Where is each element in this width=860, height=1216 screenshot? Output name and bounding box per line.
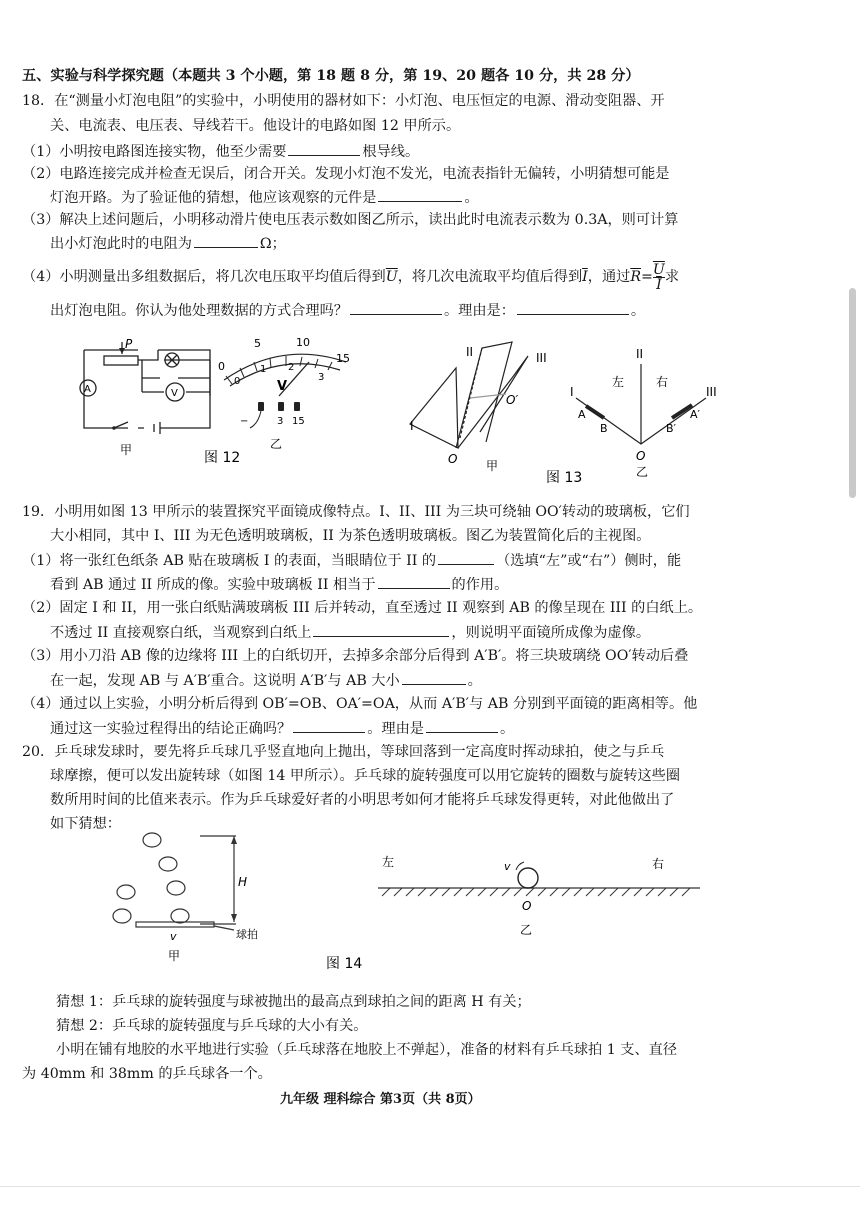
- q19-part2-blank[interactable]: [313, 622, 449, 637]
- page-bottom-divider: [0, 1186, 860, 1187]
- section-title: 五、实验与科学探究题（本题共 3 个小题，第 18 题 8 分，第 19、20 题各 10 分，共 28 分）: [22, 68, 640, 84]
- fig12-terminal-15: 15: [292, 416, 305, 427]
- q20-intro-line3: 数所用时间的比值来表示。作为乒乓球爱好者的小明思考如何才能将乒乓球发得更转，对此他做出了: [50, 792, 675, 808]
- q18-part2-line2: [50, 187, 479, 208]
- q18-part2-tail: 。: [464, 190, 479, 206]
- fraction-numerator: $\overline{U}$: [652, 261, 665, 278]
- q18-part4-line1: [22, 260, 679, 294]
- q18-part4-tail: 。: [630, 303, 646, 319]
- fig13-label-jia: 甲: [486, 459, 499, 473]
- fig13-jia-O2: O′: [506, 393, 519, 407]
- q18-part1-blank[interactable]: [288, 141, 360, 156]
- fig12-scale-bottom-3: 3: [318, 372, 325, 383]
- q18-part4-blank2[interactable]: [517, 300, 629, 315]
- fig12-scale-bottom-0: 0: [234, 376, 241, 387]
- q20-intro-line4: 如下猜想：: [50, 816, 121, 832]
- q18-part4-eq: =: [641, 269, 653, 285]
- q18-part4-text3: ，通过: [587, 269, 631, 285]
- q19-part1-blank2[interactable]: [378, 574, 450, 589]
- q20-intro-line1: 20．乒乓球发球时，要先将乒乓球几乎竖直地向上抛出，等球回落到一定高度时挥动球拍，使之与乒乓: [22, 744, 665, 760]
- q18-part4-u-bar: $\overline{U}$: [385, 269, 398, 285]
- q19-part2-line1: （2）固定 I 和 II，用一张白纸贴满玻璃板 III 后并转动，直至透过 II 观察到 AB 的像呈现在 III 的白纸上。: [22, 600, 703, 616]
- fig13-jia-O: O: [448, 452, 458, 466]
- q19-intro-line2: 大小相同，其中 I、III 为无色透明玻璃板，II 为茶色透明玻璃板。图乙为装置简化后的主视图。: [50, 528, 651, 544]
- q20-experiment-line1: 小明在铺有地胶的水平地进行实验（乒乓球落在地胶上不弹起），准备的材料有乒乓球拍 1 支、直径: [56, 1042, 678, 1058]
- fig12-label-yi: 乙: [270, 437, 283, 451]
- q19-part1-text: （1）将一张红色纸条 AB 贴在玻璃板 I 的表面，当眼睛位于 II 的: [22, 553, 437, 569]
- fig14-label-yi: 乙: [520, 923, 533, 937]
- fig13-caption: 图 13: [546, 470, 583, 486]
- q18-part4-r-bar: $\overline{R}$: [630, 269, 642, 285]
- fig12-scale-bottom-1: 1: [260, 364, 267, 375]
- q20-intro-line2: 球摩擦，便可以发出旋转球（如图 14 甲所示）。乒乓球的旋转强度可以用它旋转的圈数与旋转这些圈: [50, 768, 681, 784]
- q19-part2-tail: ，则说明平面镜所成像为虚像。: [451, 625, 651, 641]
- fig12-scale-top-10: 10: [296, 336, 310, 349]
- q19-part3-tail: 。: [467, 673, 482, 689]
- fig12-meter-v: V: [277, 379, 288, 394]
- fig12-label-jia: 甲: [120, 443, 133, 457]
- fraction-denominator: I: [656, 276, 662, 293]
- q18-part3-line1: （3）解决上述问题后，小明移动滑片使电压表示数如图乙所示，读出此时电流表示数为 0.3A，则可计算: [22, 212, 679, 228]
- q19-part1-line1: [22, 550, 681, 571]
- q19-part4-line2: [50, 718, 514, 739]
- q19-part4-tail: 。: [499, 721, 515, 737]
- q18-part4-text: （4）小明测量出多组数据后，将几次电压取平均值后得到: [22, 269, 386, 285]
- fig14-label-bat: 球拍: [236, 928, 258, 941]
- q18-part2-blank[interactable]: [378, 187, 462, 202]
- q19-intro-line1: 19．小明用如图 13 甲所示的装置探究平面镜成像特点。I、II、III 为三块可绕轴 OO′转动的玻璃板，它们: [22, 504, 690, 520]
- q19-part3-text: 在一起，发现 AB 与 A′B′重合。这说明 A′B′与 AB 大小: [50, 673, 400, 689]
- fig14-label-v2: v: [504, 860, 511, 873]
- q19-part4-text2: 。理由是: [367, 721, 424, 737]
- q18-part3-tail: Ω；: [259, 236, 286, 252]
- q19-part2-text: 不透过 II 直接观察白纸，当观察到白纸上: [50, 625, 312, 641]
- fig12-scale-top-5: 5: [254, 337, 261, 350]
- fig13-jia-I: I: [410, 419, 414, 433]
- fig14-label-right: 右: [652, 857, 665, 871]
- q18-part4-text4: 求: [664, 269, 680, 285]
- q18-part4-blank1[interactable]: [350, 300, 442, 315]
- fig13-yi-III: III: [706, 385, 717, 399]
- fig13-yi-I: I: [570, 385, 574, 399]
- q18-part3-line2: [50, 233, 286, 254]
- q18-part2-text: 灯泡开路。为了验证他的猜想，他应该观察的元件是: [50, 190, 377, 206]
- q18-part1-tail: 根导线。: [362, 144, 420, 160]
- q19-part3-line2: [50, 670, 482, 691]
- fig14-label-v: v: [170, 930, 177, 943]
- fig13-jia-II: II: [466, 345, 474, 359]
- figure-12: [74, 332, 374, 480]
- q18-intro-line1: 18．在“测量小灯泡电阻”的实验中，小明使用的器材如下：小灯泡、电压恒定的电源、滑动变阻器、开: [22, 93, 665, 109]
- q18-part2-line1: （2）电路连接完成并检查无误后，闭合开关。发现小灯泡不发光，电流表指针无偏转，小明猜想可能是: [22, 166, 670, 182]
- q19-part4-blank2[interactable]: [426, 718, 498, 733]
- fig14-caption: 图 14: [326, 956, 363, 972]
- fig12-label-p: P: [125, 337, 133, 351]
- q19-part1-text3: 看到 AB 通过 II 所成的像。实验中玻璃板 II 相当于: [50, 577, 376, 593]
- q18-part1: [22, 141, 419, 162]
- fig13-yi-A2: A′: [690, 408, 701, 421]
- q18-part3-blank[interactable]: [194, 233, 258, 248]
- fig14-label-h: H: [238, 875, 248, 889]
- fig12-scale-zero: 0: [218, 360, 225, 373]
- fig12-scale-top-15: 15: [336, 352, 350, 365]
- scrollbar-thumb[interactable]: [849, 288, 856, 498]
- q20-guess2: 猜想 2：乒乓球的旋转强度与乒乓球的大小有关。: [56, 1018, 368, 1034]
- q18-part4-text6: 。理由是：: [443, 303, 515, 319]
- q19-part2-line2: [50, 622, 650, 643]
- q19-part3-blank[interactable]: [402, 670, 466, 685]
- q20-guess1: 猜想 1：乒乓球的旋转强度与球被抛出的最高点到球拍之间的距离 H 有关；: [56, 994, 531, 1010]
- fig14-label-o: O: [522, 899, 532, 913]
- q20-experiment-line2: 为 40mm 和 38mm 的乒乓球各一个。: [22, 1066, 272, 1082]
- fig12-caption: 图 12: [204, 450, 241, 466]
- fig13-label-yi: 乙: [636, 465, 649, 479]
- fig13-jia-III: III: [536, 351, 547, 365]
- q18-part4-fraction: [653, 263, 665, 292]
- q19-part1-tail: 的作用。: [451, 577, 509, 593]
- fig14-label-jia: 甲: [168, 949, 181, 963]
- fig12-label-v: V: [171, 388, 178, 399]
- q18-part4-text2: ，将几次电流取平均值后得到: [397, 269, 583, 285]
- q18-part4-line2: [50, 300, 645, 321]
- fig12-terminal-minus: −: [240, 416, 249, 427]
- q18-intro-line2: 关、电流表、电压表、导线若干。他设计的电路如图 12 甲所示。: [50, 118, 461, 134]
- q18-part3-text: 出小灯泡此时的电阻为: [50, 236, 192, 252]
- figure-14: [100, 826, 720, 976]
- q18-part4-text5: 出灯泡电阻。你认为他处理数据的方式合理吗？: [50, 303, 348, 319]
- q19-part1-text2: （选填“左”或“右”）侧时，能: [496, 553, 682, 569]
- fig13-yi-II: II: [636, 347, 644, 361]
- q19-part4-line1: （4）通过以上实验，小明分析后得到 OB′=OB、OA′=OA，从而 A′B′与 AB 分别到平面镜的距离相等。他: [22, 696, 698, 712]
- fig13-yi-A: A: [578, 408, 586, 421]
- q18-part4-i-bar: $\overline{I}$: [582, 269, 588, 285]
- page-footer: 九年级 理科综合 第3页（共 8页）: [280, 1092, 481, 1107]
- fig13-yi-left: 左: [612, 375, 625, 389]
- q19-part4-text: 通过这一实验过程得出的结论正确吗？: [50, 721, 292, 737]
- q19-part3-line1: （3）用小刀沿 AB 像的边缘将 III 上的白纸切开，去掉多余部分后得到 A′B′。将三块玻璃绕 OO′转动后叠: [22, 648, 689, 664]
- q19-part1-line2: [50, 574, 508, 595]
- q19-part1-blank1[interactable]: [438, 550, 494, 565]
- fig13-yi-right: 右: [656, 375, 669, 389]
- fig12-scale-bottom-2: 2: [288, 362, 295, 373]
- fig12-label-a: A: [84, 384, 91, 395]
- fig14-label-left: 左: [382, 855, 395, 869]
- q18-part1-text: （1）小明按电路图连接实物，他至少需要: [22, 144, 287, 160]
- fig13-yi-B2: B′: [666, 422, 677, 435]
- figure-13: [400, 338, 760, 488]
- fig12-terminal-3: 3: [277, 416, 284, 427]
- fig13-yi-O: O: [636, 449, 646, 463]
- q19-part4-blank1[interactable]: [293, 718, 365, 733]
- fig13-yi-B: B: [600, 422, 608, 435]
